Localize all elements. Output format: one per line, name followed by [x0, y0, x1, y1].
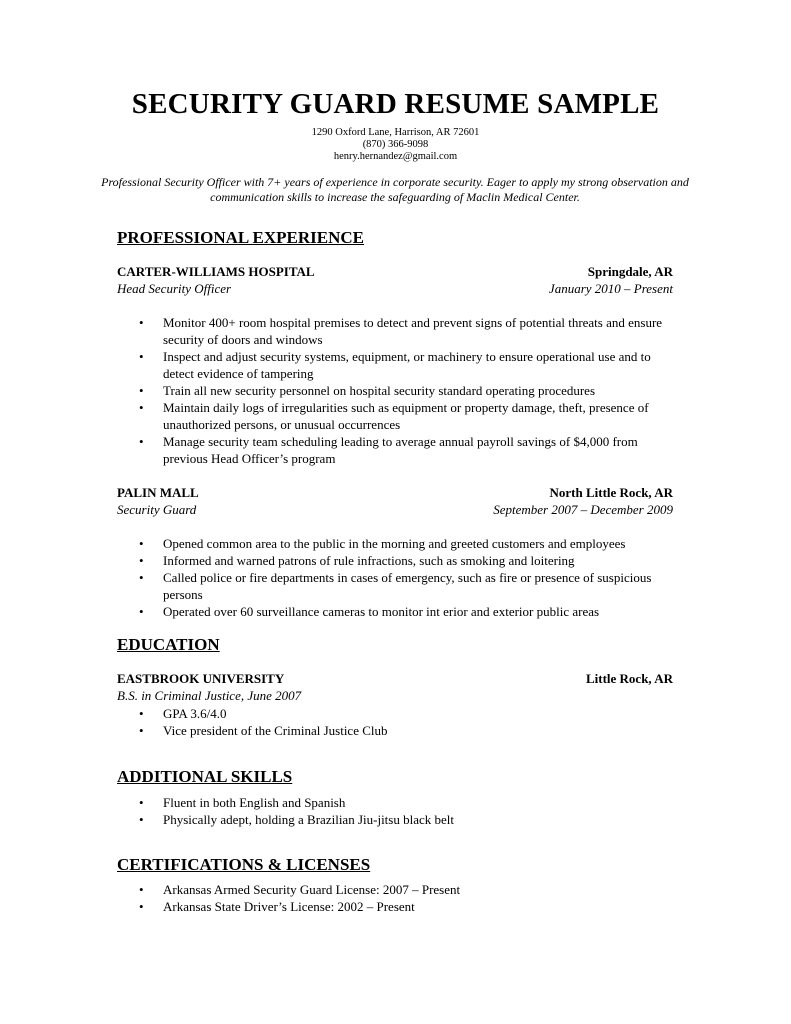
resume-title: SECURITY GUARD RESUME SAMPLE: [131, 88, 660, 120]
education-header: [117, 671, 673, 687]
list-item: • Train all new security personnel on hospital security standard operating procedures: [117, 382, 677, 399]
list-item: • Physically adept, holding a Brazilian Jiu-jitsu black belt: [117, 811, 677, 828]
section-heading-certifications: CERTIFICATIONS & LICENSES: [117, 855, 371, 874]
list-item: • Operated over 60 surveillance cameras to monitor int erior and exterior public areas: [117, 603, 677, 620]
education-degree: B.S. in Criminal Justice, June 2007: [117, 688, 302, 703]
job-header: [117, 485, 673, 501]
education-subheader: [117, 688, 673, 704]
job-location: Springdale, AR: [587, 264, 673, 279]
list-item: • Opened common area to the public in the morning and greeted customers and employees: [117, 535, 677, 552]
contact-email: henry.hernandez@gmail.com: [333, 151, 458, 162]
list-item: • Inspect and adjust security systems, equipment, or machinery to ensure operational use and to detect evidence of tampering: [117, 348, 677, 382]
job-location: North Little Rock, AR: [549, 485, 673, 500]
job-dates: January 2010 – Present: [548, 281, 673, 296]
job-duties-list: [117, 535, 677, 620]
list-item: • Manage security team scheduling leading to average annual payroll savings of $4,000 from previous Head Officer’s program: [117, 433, 677, 467]
job-role: Head Security Officer: [117, 281, 232, 296]
section-heading-skills: ADDITIONAL SKILLS: [117, 767, 293, 786]
job-subheader: [117, 281, 673, 297]
job-duties-list: [117, 314, 677, 467]
list-item: • Informed and warned patrons of rule infractions, such as smoking and loitering: [117, 552, 677, 569]
job-role: Security Guard: [117, 502, 197, 517]
contact-address: 1290 Oxford Lane, Harrison, AR 72601: [311, 127, 480, 138]
professional-summary: Professional Security Officer with 7+ years of experience in corporate security. Eager to apply my strong observation and communication skills to increase the safeguarding of Maclin Medical Center.: [101, 175, 689, 204]
list-item: • Arkansas Armed Security Guard License: 2007 – Present: [117, 881, 677, 898]
list-item: • Maintain daily logs of irregularities such as equipment or property damage, theft, presence of unauthorized persons, or unusual occurrences: [117, 399, 677, 433]
job-header: [117, 264, 673, 280]
contact-phone: (870) 366-9098: [362, 139, 429, 150]
education-location: Little Rock, AR: [585, 671, 673, 686]
section-heading-experience: PROFESSIONAL EXPERIENCE: [117, 228, 365, 247]
list-item: • Fluent in both English and Spanish: [117, 794, 677, 811]
job-subheader: [117, 502, 673, 518]
job-dates: September 2007 – December 2009: [493, 502, 673, 517]
certifications-list: [117, 881, 677, 915]
section-heading-education: EDUCATION: [117, 635, 220, 654]
list-item: • Vice president of the Criminal Justice Club: [117, 722, 677, 739]
list-item: • Monitor 400+ room hospital premises to detect and prevent signs of potential threats and ensure security of doors and windows: [117, 314, 677, 348]
job-employer: CARTER-WILLIAMS HOSPITAL: [117, 264, 315, 279]
job-employer: PALIN MALL: [117, 485, 199, 500]
list-item: • GPA 3.6/4.0: [117, 705, 677, 722]
education-school: EASTBROOK UNIVERSITY: [117, 671, 285, 686]
skills-list: [117, 794, 677, 828]
education-list: [117, 705, 677, 739]
list-item: • Called police or fire departments in cases of emergency, such as fire or presence of suspicious persons: [117, 569, 677, 603]
list-item: • Arkansas State Driver’s License: 2002 – Present: [117, 898, 677, 915]
